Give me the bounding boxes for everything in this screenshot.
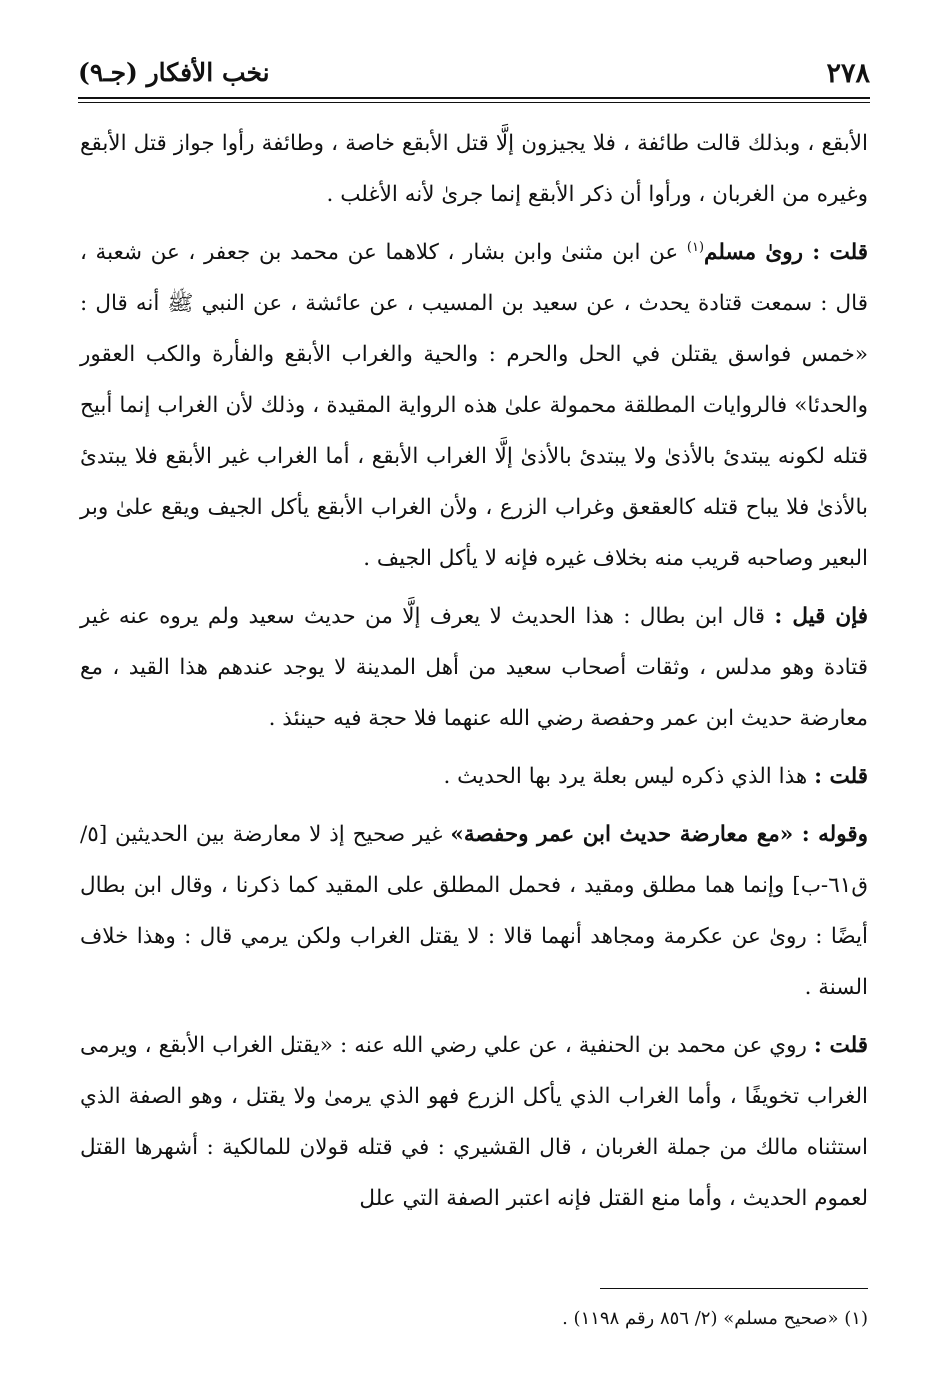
- footnote: (١) «صحيح مسلم» (٢/ ٨٥٦ رقم ١١٩٨) .: [562, 1308, 868, 1329]
- paragraph-lead: وقوله : «مع معارضة حديث ابن عمر وحفصة»: [450, 822, 868, 847]
- paragraph-text: عن ابن مثنىٰ وابن بشار ، كلاهما عن محمد بن جعفر ، عن شعبة ، قال : سمعت قتادة يحدث ، عن سعيد بن المسيب ، عن عائشة ، عن النبي ﷺ أنه قال : «خمس فواسق يقتلن في الحل والحرم : والحية والغراب الأبقع والفأرة والكب العقور والحدئا» فالروايات المطلقة محمولة علىٰ هذه الرواية المقيدة ، وذلك لأن الغراب إنما أبيح قتله لكونه يبتدئ بالأذىٰ ولا يبتدئ بالأذىٰ إلَّا الغراب الأبقع ، أما الغراب غير الأبقع فلا يبتدئ بالأذىٰ فلا يباح قتله كالعقعق وغراب الزرع ، ولأن الغراب الأبقع يأكل الجيف ويقع علىٰ وبر البعير وصاحبه قريب منه بخلاف غيره فإنه لا يأكل الجيف .: [80, 240, 868, 571]
- header-rule-thin: [78, 102, 870, 103]
- running-title: نخب الأفكار (جـ٩): [78, 58, 270, 87]
- paragraph-lead: قلت :: [813, 1033, 868, 1058]
- page-header: [78, 52, 870, 96]
- page-number: ٢٧٨: [826, 58, 870, 89]
- paragraph-text: قال ابن بطال : هذا الحديث لا يعرف إلَّا من حديث سعيد ولم يروه عنه غير قتادة وهو مدلس ، وثقات أصحاب سعيد من أهل المدينة لا يوجد عندهم هذا القيد ، مع معارضة حديث ابن عمر وحفصة رضي الله عنهما فلا حجة فيه حينئذ .: [80, 604, 868, 731]
- paragraph: [80, 809, 868, 1013]
- paragraph-text: الأبقع ، وبذلك قالت طائفة ، فلا يجيزون إلَّا قتل الأبقع خاصة ، وطائفة رأوا جواز قتل الأبقع وغيره من الغربان ، ورأوا أن ذكر الأبقع إنما جرىٰ لأنه الأغلب .: [80, 131, 868, 207]
- main-text: [80, 118, 868, 1231]
- paragraph-lead: قلت : روىٰ مسلم: [704, 240, 868, 265]
- paragraph-text: غير صحيح إذ لا معارضة بين الحديثين [٥/ ق٦١-ب] وإنما هما مطلق ومقيد ، فحمل المطلق على المقيد كما ذكرنا ، وقال ابن بطال أيضًا : روىٰ عن عكرمة ومجاهد أنهما قالا : لا يقتل الغراب ولكن يرمي قال : وهذا خلاف السنة .: [80, 822, 868, 1000]
- paragraph: [80, 118, 868, 220]
- footnote-marker: (١): [686, 239, 705, 255]
- paragraph-text: روي عن محمد بن الحنفية ، عن علي رضي الله عنه : «يقتل الغراب الأبقع ، ويرمى الغراب تخويفًا ، وأما الغراب الذي يأكل الزرع فهو الذي يرمىٰ ولا يقتل ، وهو الصفة الذي استثناه مالك من جملة الغربان ، قال القشيري : في قتله قولان للمالكية : أشهرها القتل لعموم الحديث ، وأما منع القتل فإنه اعتبر الصفة التي علل: [80, 1033, 868, 1211]
- header-rule: [78, 97, 870, 99]
- footnote-rule: [600, 1288, 868, 1289]
- paragraph: [80, 591, 868, 744]
- paragraph-text: هذا الذي ذكره ليس بعلة يرد بها الحديث .: [443, 764, 815, 789]
- paragraph-lead: فإن قيل :: [774, 604, 868, 629]
- paragraph: [80, 1020, 868, 1224]
- paragraph-lead: قلت :: [814, 764, 868, 789]
- paragraph: [80, 751, 868, 802]
- paragraph: [80, 227, 868, 584]
